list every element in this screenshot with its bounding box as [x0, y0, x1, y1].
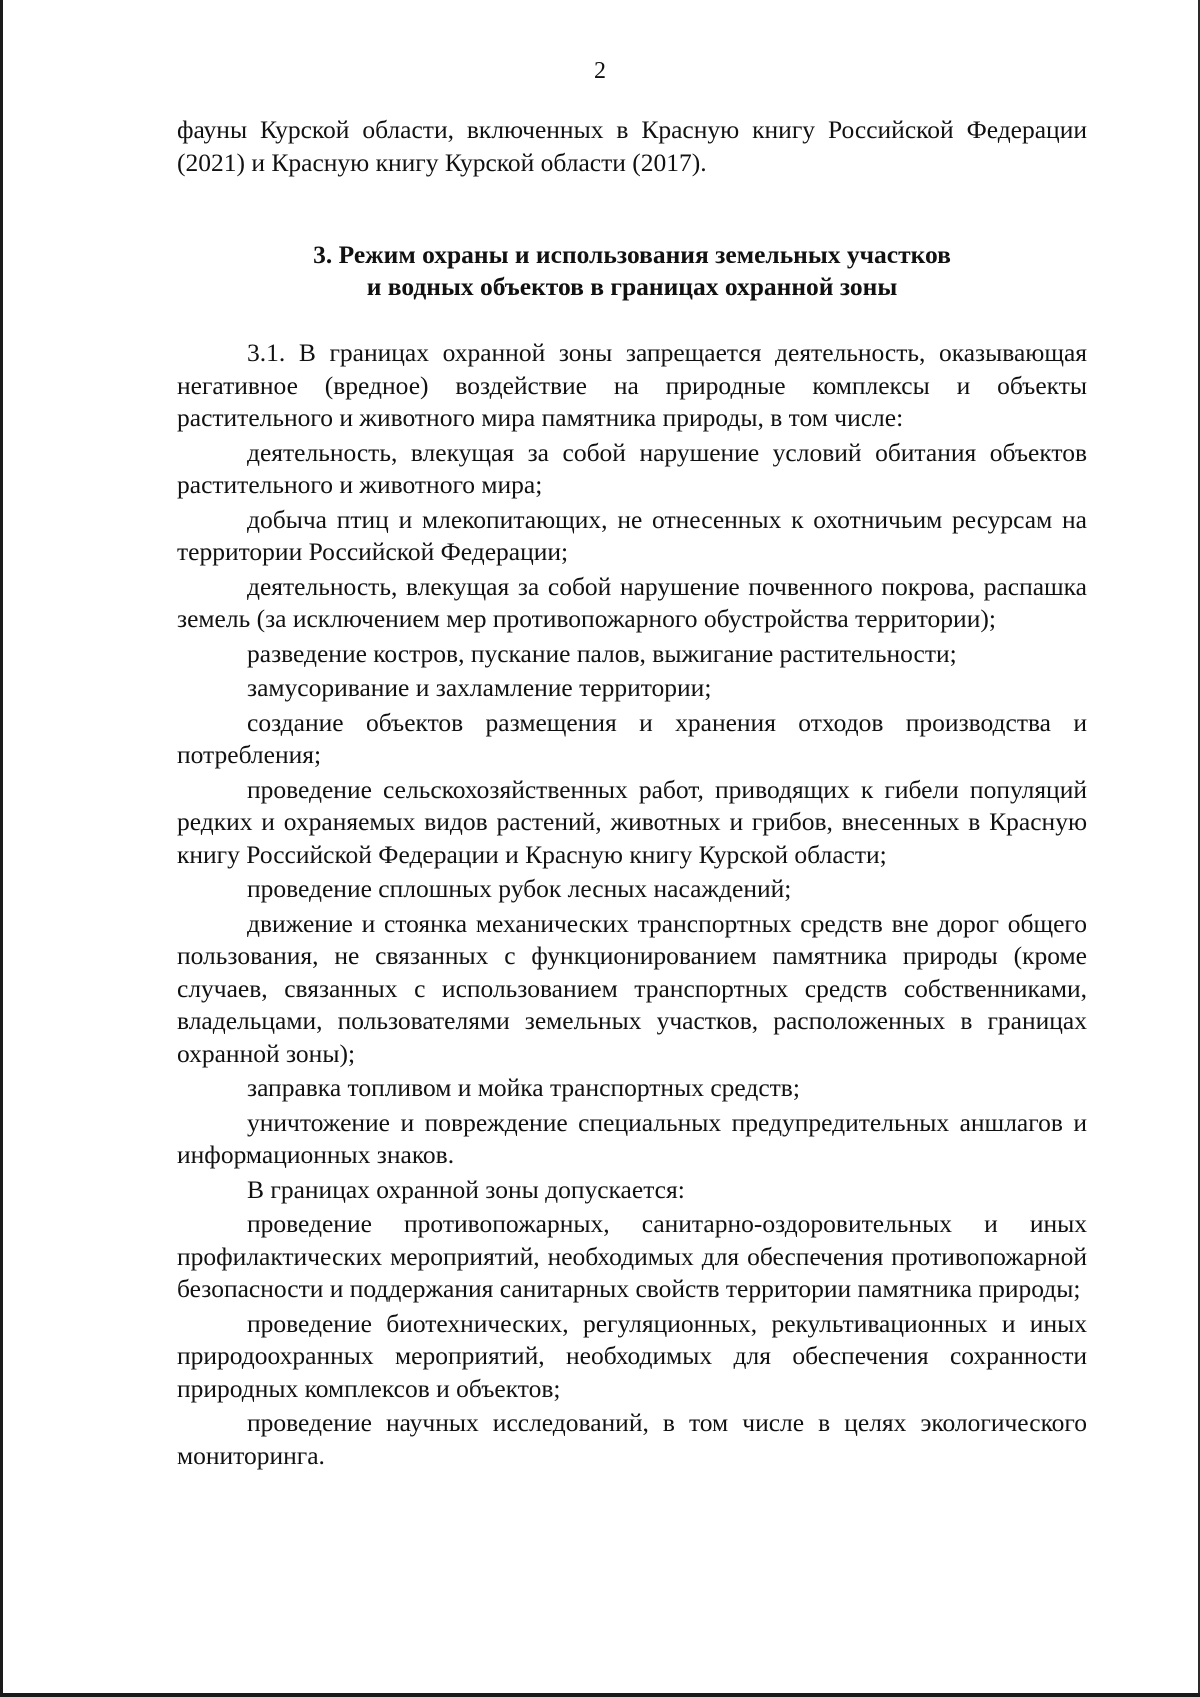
section-heading-line-1: 3. Режим охраны и использования земельных участков [313, 240, 951, 269]
section-heading-line-2: и водных объектов в границах охранной зоны [366, 272, 898, 301]
list-item: проведение сельскохозяйственных работ, приводящих к гибели популяций редких и охраняемых видов растений, животных и грибов, внесенных в Красную книгу Российской Федерации и Красную книгу Курской области; [177, 774, 1087, 869]
list-item: проведение биотехнических, регуляционных, рекультивационных и иных природоохранных мероприятий, необходимых для обеспечения сохранности природных комплексов и объектов; [177, 1308, 1087, 1403]
list-item: создание объектов размещения и хранения отходов производства и потребления; [177, 707, 1087, 769]
intro-paragraph: фауны Курской области, включенных в Красную книгу Российской Федерации (2021) и Красную книгу Курской области (2017). [177, 115, 1087, 177]
list-item: деятельность, влекущая за собой нарушение условий обитания объектов растительного и животного мира; [177, 437, 1087, 499]
list-item: разведение костров, пускание палов, выжигание растительности; [247, 638, 957, 668]
list-item: уничтожение и повреждение специальных предупредительных аншлагов и информационных знаков. [177, 1107, 1087, 1169]
list-item: заправка топливом и мойка транспортных средств; [247, 1073, 800, 1102]
list-item: замусоривание и захламление территории; [247, 673, 712, 702]
list-item: проведение сплошных рубок лесных насаждений; [247, 874, 792, 903]
list-item: добыча птиц и млекопитающих, не отнесенных к охотничьим ресурсам на территории Российской Федерации; [177, 504, 1087, 566]
document-body [177, 114, 1087, 1472]
scan-border-bottom [0, 1693, 1200, 1697]
scan-border-left [0, 0, 3, 1697]
list-item: проведение научных исследований, в том числе в целях экологического мониторинга. [177, 1408, 1087, 1470]
page-number: 2 [594, 58, 606, 84]
permitted-intro: В границах охранной зоны допускается: [247, 1174, 685, 1204]
paragraph-3-1: 3.1. В границах охранной зоны запрещается деятельность, оказывающая негативное (вредное) воздействие на природные комплексы и объекты растительного и животного мира памятника природы, в том числе: [177, 338, 1087, 432]
list-item: движение и стоянка механических транспортных средств вне дорог общего пользования, не связанных с функционированием памятника природы (кроме случаев, связанных с использованием транспортных средств собственниками, владельцами, пользователями земельных участков, расположенных в границах охранной зоны); [177, 908, 1087, 1068]
list-item: деятельность, влекущая за собой нарушение почвенного покрова, распашка земель (за исключением мер противопожарного обустройства территории); [177, 571, 1087, 633]
list-item: проведение противопожарных, санитарно-оздоровительных и иных профилактических мероприятий, необходимых для обеспечения противопожарной безопасности и поддержания санитарных свойств территории памятника природы; [177, 1209, 1087, 1303]
section-heading [177, 239, 1087, 303]
